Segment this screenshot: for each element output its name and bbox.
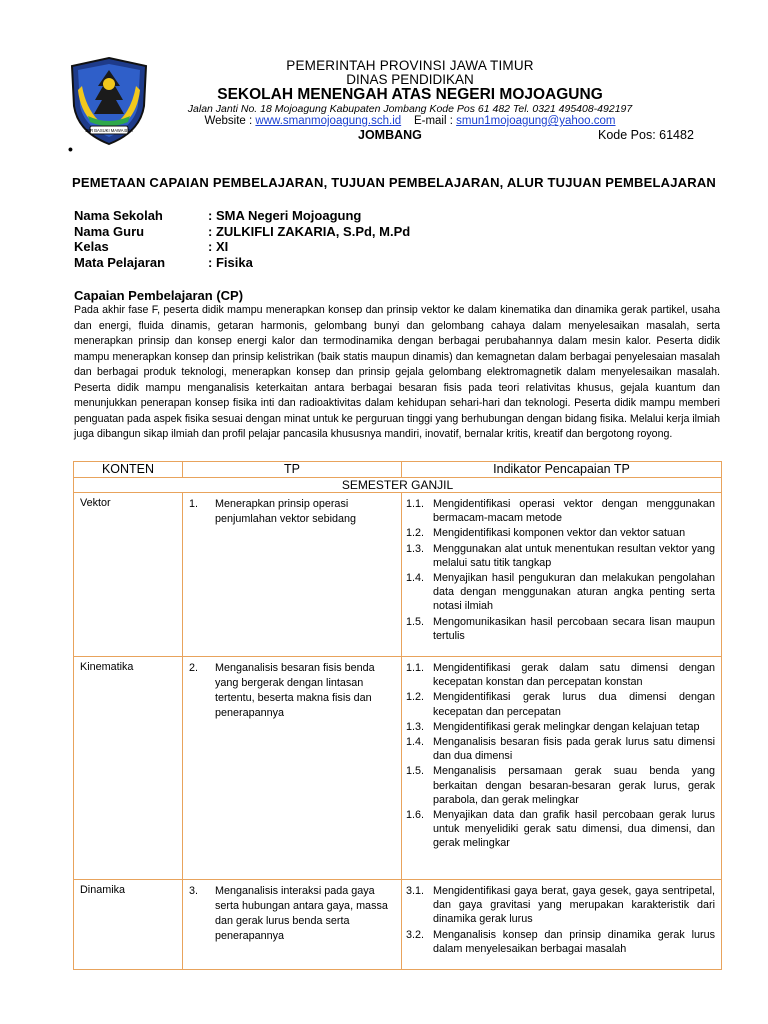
logo-banner-text: JER BASUKI MAWA BEA: [85, 128, 133, 133]
table-row: [74, 493, 722, 657]
letterhead-address: Jalan Janti No. 18 Mojoagung Kabupaten Jombang Kode Pos 61 482 Tel. 0321 495408-492197: [187, 103, 633, 115]
document-title: PEMETAAN CAPAIAN PEMBELAJARAN, TUJUAN PEMBELAJARAN, ALUR TUJUAN PEMBELAJARAN: [71, 175, 717, 190]
identity-label: Nama Sekolah: [74, 208, 163, 223]
identity-row-class: [74, 239, 410, 255]
indicator-text: Mengidentifikasi gaya berat, gaya gesek, gaya sentripetal, dan gaya gravitasi yang merupakan karakteristik dari dinamika gerak lurus: [433, 885, 715, 926]
indicator-text: Mengidentifikasi komponen vektor dan vektor satuan: [433, 527, 686, 540]
indicator-number: 1.4.: [406, 736, 425, 749]
identity-row-teacher: [74, 224, 410, 240]
indicator-item: [406, 661, 715, 689]
identity-value: : XI: [208, 239, 229, 254]
identity-label: Nama Guru: [74, 223, 145, 239]
indicator-text: Menyajikan data dan grafik hasil percobaan gerak lurus untuk menyelidiki gerak satu dimensi, dua dimensi, dan gerak melingkar: [433, 809, 715, 850]
learning-objectives-table: [73, 461, 722, 970]
identity-value: : SMA Negeri Mojoagung: [208, 208, 362, 223]
tp-number: 3.: [189, 885, 199, 897]
indicator-text: Menganalisis besaran fisis pada gerak lurus satu dimensi dan dua dimensi: [433, 736, 715, 763]
indicator-cell: [402, 880, 722, 970]
tp-cell: [183, 493, 402, 657]
letterhead-city: JOMBANG: [358, 128, 422, 142]
semester-row: [74, 478, 722, 493]
cp-paragraph: Pada akhir fase F, peserta didik mampu menerapkan konsep dan prinsip vektor ke dalam kinematika dan dinamika gerak partikel, usaha dan energi, fluida dinamis, getaran harmonis, gelombang bunyi dan gelombang cahaya dalam menyelesaikan masalah, serta menerapkan prinsip dan konsep energi kalor dan termodinamika dengan berbagai perubahannya dalam mesin kalor. Peserta didik mampu menerapkan konsep dan prinsip kelistrikan (baik statis maupun dinamis) dan kemagnetan dalam berbagai penyelesaian masalah dan berbagai produk teknologi, menerapkan konsep dan prinsip gejala gelombang elektromagnetik dalam menyelesaikan masalah. Peserta didik mampu menganalisis keterkaitan antara berbagai besaran fisis pada teori relativitas khusus, gejala kuantum dan menunjukkan penerapan konsep fisika inti dan radioaktivitas dalam kehidupan sehari-hari dan teknologi. Peserta didik mampu memberi penguatan pada aspek fisika sesuai dengan minat untuk ke perguruan tinggi yang berhubungan dengan bidang fisika. Melalui kerja ilmiah juga dibangun sikap ilmiah dan profil pelajar pancasila khususnya mandiri, inovatif, bernalar kritis, kreatif dan bergotong royong.: [74, 304, 720, 440]
indicator-text: Mengidentifikasi operasi vektor dengan menggunakan bermacam-macam metode: [433, 498, 715, 525]
indicator-item: [406, 542, 715, 570]
indicator-item: [406, 526, 715, 540]
indicator-number: 1.3.: [406, 720, 425, 733]
indicator-number: 3.1.: [406, 885, 425, 897]
cp-heading: Capaian Pembelajaran (CP): [74, 288, 244, 303]
tp-text: Menganalisis interaksi pada gaya serta hubungan antara gaya, massa dan gerak lurus benda serta penerapannya: [215, 885, 388, 942]
table-row: [74, 657, 722, 880]
email-label: E-mail :: [413, 115, 453, 127]
tp-item: [189, 497, 395, 527]
indicator-text: Mengidentifikasi gerak dalam satu dimensi dengan kecepatan konstan dan percepatan konstan: [433, 662, 715, 689]
tp-number: 1.: [189, 498, 199, 510]
indicator-text: Menyajikan hasil pengukuran dan melakukan pengolahan data dengan menggunakan aturan angka penting serta notasi ilmiah: [433, 572, 715, 613]
website-link[interactable]: www.smanmojoagung.sch.id: [255, 115, 402, 127]
konten-cell: Kinematika: [74, 657, 183, 880]
indicator-item: [406, 571, 715, 614]
indicator-text: Menganalisis konsep dan prinsip dinamika gerak lurus dalam menyelesaikan berbagai masalah: [433, 928, 715, 955]
indicator-number: 1.6.: [406, 809, 425, 822]
identity-row-school: [74, 208, 410, 224]
tp-text: Menerapkan prinsip operasi penjumlahan vektor sebidang: [215, 498, 357, 525]
indicator-item: [406, 497, 715, 525]
header-tp: TP: [183, 462, 402, 478]
konten-cell: Vektor: [74, 493, 183, 657]
indicator-number: 1.2.: [406, 691, 425, 704]
tp-item: [189, 661, 395, 721]
indicator-item: [406, 690, 715, 718]
identity-label: Mata Pelajaran: [74, 254, 166, 270]
indicator-text: Mengomunikasikan hasil percobaan secara lisan maupun tertulis: [433, 615, 715, 642]
tp-text: Menganalisis besaran fisis benda yang bergerak dengan lintasan tertentu, beserta makna fisis dan penerapannya: [215, 662, 375, 719]
indicator-number: 1.3.: [406, 542, 425, 555]
tp-cell: [183, 880, 402, 970]
indicator-item: [406, 808, 715, 851]
indicator-text: Mengidentifikasi gerak lurus dua dimensi dengan kecepatan dan percepatan: [433, 691, 715, 718]
website-label: Website :: [204, 115, 253, 127]
semester-label: SEMESTER GANJIL: [74, 478, 722, 493]
letterhead-contact: [150, 115, 670, 127]
indicator-item: [406, 928, 715, 956]
identity-value: : Fisika: [208, 254, 253, 270]
indicator-cell: [402, 657, 722, 880]
east-java-crest-logo: [68, 56, 150, 146]
indicator-number: 1.1.: [406, 498, 425, 510]
identity-label: Kelas: [74, 239, 109, 254]
letterhead-government: PEMERINTAH PROVINSI JAWA TIMUR: [286, 58, 534, 73]
konten-cell: Dinamika: [74, 880, 183, 970]
stray-bullet-mark: •: [68, 141, 73, 157]
letterhead-department: DINAS PENDIDIKAN: [346, 72, 474, 87]
indicator-text: Menggunakan alat untuk menentukan resultan vektor yang melalui satu titik tangkap: [433, 542, 715, 569]
table-row: [74, 880, 722, 970]
indicator-item: [406, 884, 715, 927]
identity-row-subject: [74, 255, 410, 271]
indicator-item: [406, 764, 715, 807]
letterhead-school-name: SEKOLAH MENENGAH ATAS NEGERI MOJOAGUNG: [217, 86, 603, 103]
tp-cell: [183, 657, 402, 880]
indicator-item: [406, 720, 715, 734]
indicator-number: 1.2.: [406, 527, 425, 540]
letterhead-postal-code: Kode Pos: 61482: [598, 128, 694, 142]
email-link[interactable]: smun1mojoagung@yahoo.com: [456, 115, 616, 127]
indicator-text: Mengidentifikasi gerak melingkar dengan kelajuan tetap: [433, 720, 700, 733]
indicator-text: Menganalisis persamaan gerak suau benda yang berkaitan dengan besaran-besaran gerak lurus, gerak parabola, dan gerak melingkar: [433, 765, 715, 806]
indicator-number: 1.4.: [406, 572, 425, 585]
indicator-number: 1.5.: [406, 615, 425, 628]
table-header-row: [74, 462, 722, 478]
indicator-number: 1.1.: [406, 662, 425, 674]
tp-number: 2.: [189, 662, 199, 674]
identity-value: : ZULKIFLI ZAKARIA, S.Pd, M.Pd: [208, 223, 411, 239]
identity-block: [74, 208, 410, 270]
indicator-number: 1.5.: [406, 765, 425, 778]
indicator-cell: [402, 493, 722, 657]
indicator-item: [406, 735, 715, 763]
header-indikator: Indikator Pencapaian TP: [402, 462, 722, 478]
header-konten: KONTEN: [74, 462, 183, 478]
indicator-number: 3.2.: [406, 928, 425, 941]
indicator-item: [406, 615, 715, 643]
tp-item: [189, 884, 395, 944]
